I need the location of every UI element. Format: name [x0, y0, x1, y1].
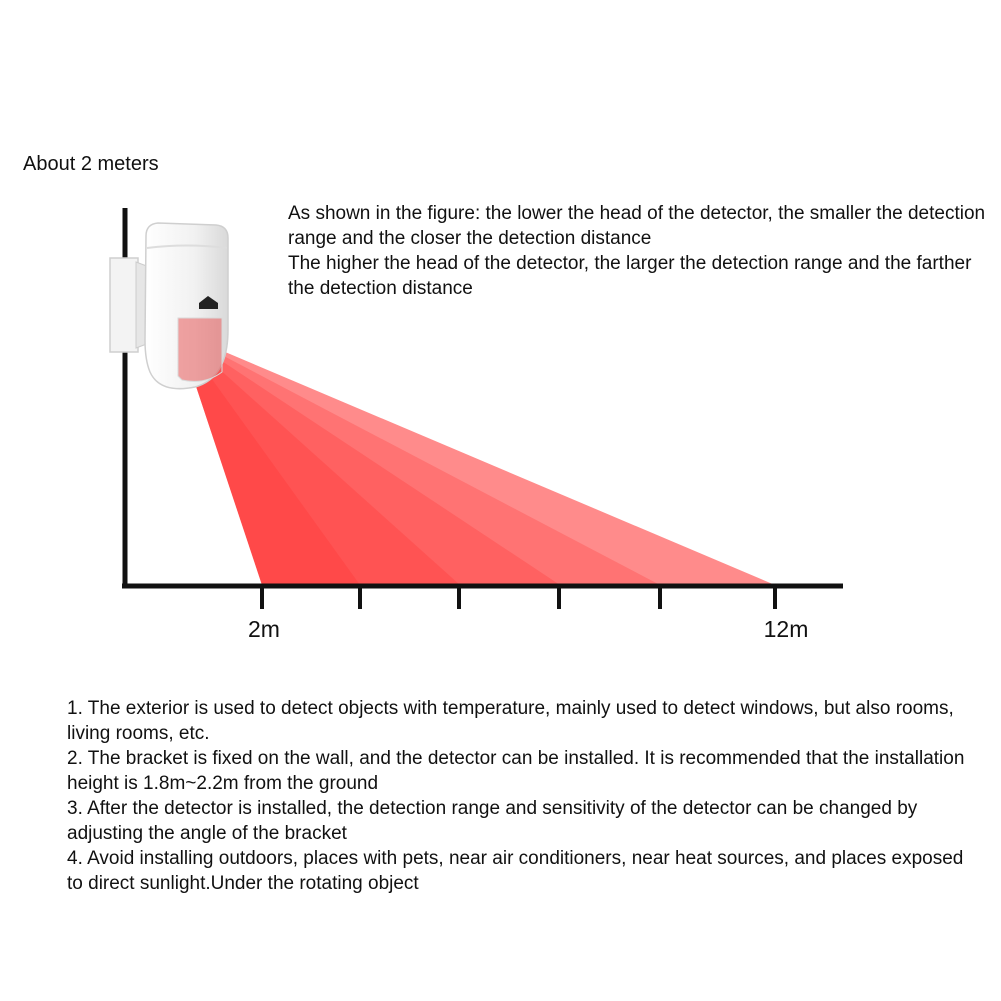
note-item: 3. After the detector is installed, the detection range and sensitivity of the detector can be changed by adjusting the angle of the bracket: [67, 798, 918, 844]
tick-label-12m: 12m: [763, 616, 809, 642]
installation-notes: [67, 696, 967, 896]
note-item: 2. The bracket is fixed on the wall, and the detector can be installed. It is recommended that the installation height is 1.8m~2.2m from the ground: [67, 748, 965, 794]
pir-detector-icon: [110, 223, 228, 389]
note-item: 1. The exterior is used to detect objects with temperature, mainly used to detect windows, but also rooms, living rooms, etc.: [67, 698, 954, 744]
detector-lens: [178, 318, 222, 381]
detection-beams: [178, 332, 775, 585]
note-item: 4. Avoid installing outdoors, places with pets, near air conditioners, near heat sources, and places exposed to direct sunlight.Under the rotating object: [67, 848, 964, 894]
wall-bracket: [110, 258, 138, 352]
caption-line-1-rest: : the lower the head of the detector, the smaller the detection range and the closer the detection distance: [288, 203, 986, 249]
caption-line-2: The higher the head of the detector, the larger the detection range and the farther the detection distance: [288, 253, 972, 299]
height-label: About 2 meters: [23, 153, 159, 175]
tick-label-2m: 2m: [248, 616, 280, 642]
axis-ticks: [262, 586, 775, 609]
caption-lead: As shown in the figure: [288, 203, 475, 224]
